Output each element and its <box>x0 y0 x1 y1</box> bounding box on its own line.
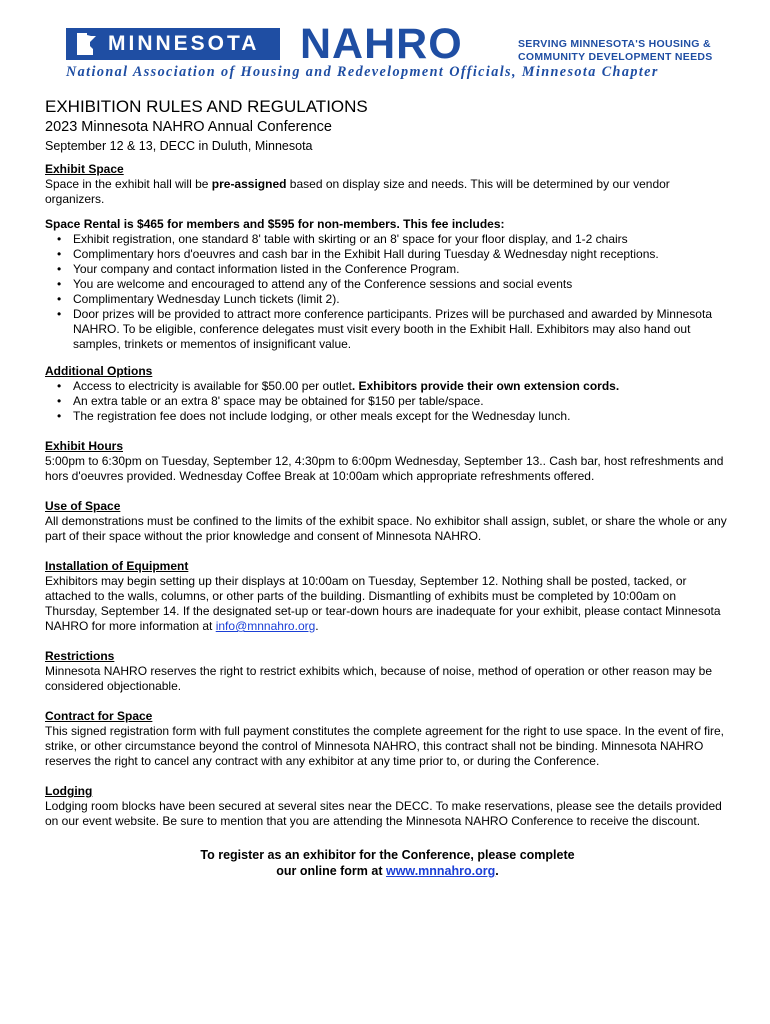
page-title: EXHIBITION RULES AND REGULATIONS <box>45 97 368 116</box>
use-of-space-heading: Use of Space <box>45 499 121 513</box>
list-item: • Complimentary Wednesday Lunch tickets (limit 2). <box>73 292 730 307</box>
organization-subline: National Association of Housing and Redevelopment Officials, Minnesota Chapter <box>66 64 659 80</box>
minnesota-state-icon <box>74 31 100 57</box>
document-body <box>45 96 730 879</box>
exhibit-space-text <box>45 177 730 207</box>
tagline-line-1: SERVING MINNESOTA'S HOUSING & <box>518 38 711 50</box>
closing-period: . <box>495 864 499 878</box>
installation-body: Exhibitors may begin setting up their displays at 10:00am on Tuesday, September 12. Nothing shall be posted, tacked, or attached to the walls, columns, or other parts of the building. Dismantling of exhibits must be completed by 10:00am on Thursday, September 14. If the designated set-up or tear-down hours are inadequate for your exhibit, please contact Minnesota NAHRO for more information at <box>45 574 721 633</box>
restrictions-heading: Restrictions <box>45 649 115 663</box>
exhibit-hours-text: 5:00pm to 6:30pm on Tuesday, September 12, 4:30pm to 6:00pm Wednesday, September 13.. Cash bar, host refreshments and hors d'oeuvres provided. Wednesday Coffee Break at 10:00am which appropriate refreshments offered. <box>45 454 724 483</box>
use-of-space-text: All demonstrations must be confined to the limits of the exhibit space. No exhibitor shall assign, sublet, or share the whole or any part of their space without the prior knowledge and consent of Minnesota NAHRO. <box>45 514 727 543</box>
closing-line-2 <box>45 863 730 879</box>
exhibit-space-bold: pre-assigned <box>211 177 287 191</box>
contract-heading: Contract for Space <box>45 709 153 723</box>
minnesota-logo <box>66 28 280 60</box>
exhibit-space-text-b: based on display size and needs. This will be determined by our vendor organizers. <box>45 177 670 206</box>
additional-options-list <box>45 379 730 424</box>
list-item: • Complimentary hors d'oeuvres and cash bar in the Exhibit Hall during Tuesday & Wednesday night receptions. <box>73 247 730 262</box>
space-rental-lead: Space Rental is $465 for members and $595 for non-members. This fee includes: <box>45 217 505 231</box>
tagline <box>518 38 713 64</box>
logo-nahro: NAHRO <box>296 22 467 66</box>
installation-heading: Installation of Equipment <box>45 559 189 573</box>
conference-dates: September 12 & 13, DECC in Duluth, Minnesota <box>45 139 313 153</box>
list-item <box>73 379 730 394</box>
lodging-text: Lodging room blocks have been secured at several sites near the DECC. To make reservations, please see the details provided on our event website. Be sure to mention that you are attending the Minnesota NAHRO Conference to receive the discount. <box>45 799 722 828</box>
contract-text: This signed registration form with full payment constitutes the complete agreement for the right to use space. In the event of fire, strike, or other circumstance beyond the control of Minnesota NAHRO, this contract shall not be binding. Minnesota NAHRO reserves the right to cancel any contract with any exhibitor at any time prior to, or during the Conference. <box>45 724 725 768</box>
exhibit-space-text-a: Space in the exhibit hall will be <box>45 177 212 191</box>
electricity-text: Access to electricity is available for $50.00 per outlet <box>73 379 352 393</box>
registration-call-to-action <box>45 847 730 879</box>
additional-options-heading: Additional Options <box>45 364 153 378</box>
list-item: • You are welcome and encouraged to attend any of the Conference sessions and social events <box>73 277 730 292</box>
letterhead <box>66 20 726 80</box>
exhibit-hours-heading: Exhibit Hours <box>45 439 124 453</box>
list-item: • Exhibit registration, one standard 8' table with skirting or an 8' space for your floor display, and 1-2 chairs <box>73 232 730 247</box>
list-item: • The registration fee does not include lodging, or other meals except for the Wednesday lunch. <box>73 409 730 424</box>
closing-line-1: To register as an exhibitor for the Conference, please complete <box>200 848 575 862</box>
list-item: • An extra table or an extra 8' space may be obtained for $150 per table/space. <box>73 394 730 409</box>
installation-after: . <box>315 619 319 633</box>
lodging-heading: Lodging <box>45 784 93 798</box>
exhibit-space-heading: Exhibit Space <box>45 162 124 176</box>
installation-text <box>45 574 730 634</box>
logo-state-word: MINNESOTA <box>108 32 260 55</box>
tagline-line-2: COMMUNITY DEVELOPMENT NEEDS <box>518 51 713 63</box>
closing-line-2-text: our online form at <box>276 864 386 878</box>
restrictions-text: Minnesota NAHRO reserves the right to restrict exhibits which, because of noise, method of operation or other reason may be considered objectionable. <box>45 664 712 693</box>
conference-name: 2023 Minnesota NAHRO Annual Conference <box>45 119 332 135</box>
email-link[interactable]: info@mnnahro.org <box>215 619 316 633</box>
extension-cords-note: . Exhibitors provide their own extension cords. <box>351 379 620 393</box>
list-item: • Your company and contact information listed in the Conference Program. <box>73 262 730 277</box>
website-link[interactable]: www.mnnahro.org <box>385 864 496 878</box>
list-item: • Door prizes will be provided to attract more conference participants. Prizes will be purchased and awarded by Minnesota NAHRO. To be eligible, conference delegates must visit every booth in the Exhibit Hall. Exhibitors may also hand out samples, trinkets or mementos of insignificant value. <box>73 307 730 352</box>
rental-includes-list <box>45 232 730 352</box>
